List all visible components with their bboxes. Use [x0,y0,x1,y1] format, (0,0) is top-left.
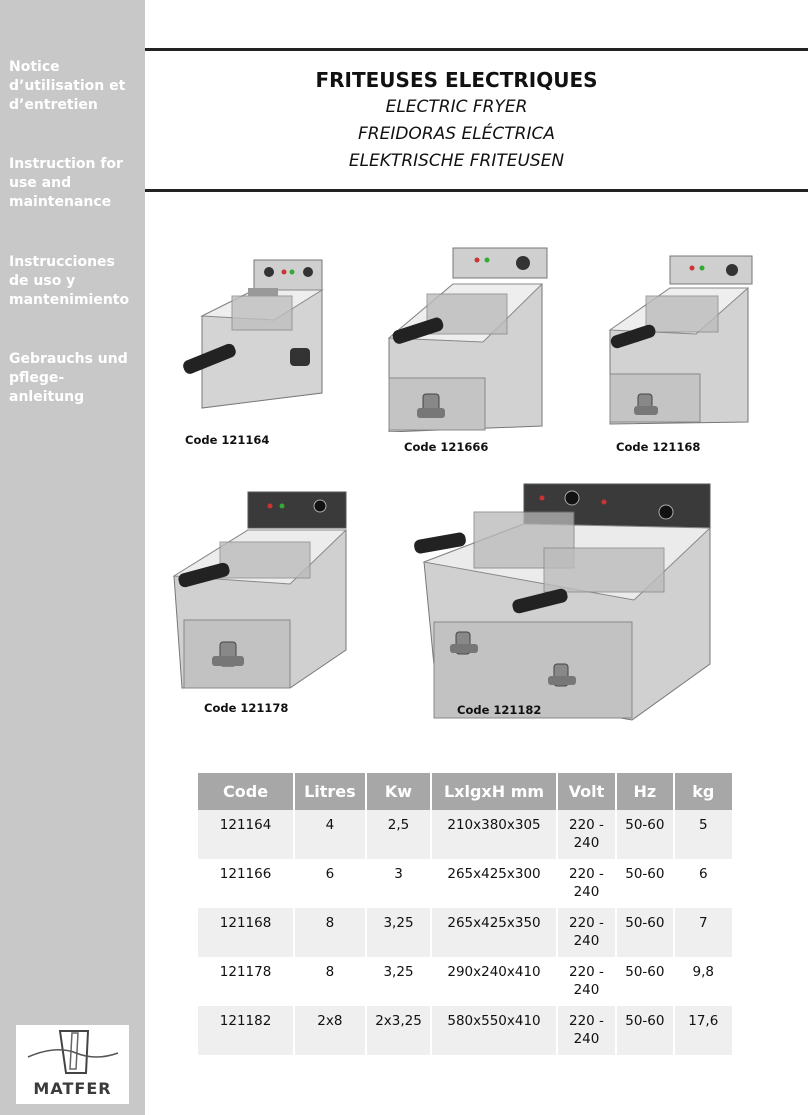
cell-kw: 2,5 [367,810,431,859]
cell-hz: 50-60 [617,810,672,859]
table-row [198,957,732,1006]
cell-litres: 2x8 [295,1006,365,1055]
header-kg: kg [675,773,732,810]
cell-code: 121164 [198,810,293,859]
product-image-121178 [170,490,350,690]
code-label-121178: Code 121178 [204,701,289,715]
cell-kg: 7 [675,908,732,957]
sidebar-item-spanish[interactable]: Instrucciones de uso y mantenimiento [9,254,130,308]
cell-hz: 50-60 [617,957,672,1006]
specs-table [196,773,734,1055]
cell-litres: 8 [295,908,365,957]
subtitle-german: ELEKTRISCHE FRITEUSEN [348,151,565,171]
cell-code: 121182 [198,1006,293,1055]
header-volt: Volt [558,773,616,810]
cell-hz: 50-60 [617,859,672,908]
cell-litres: 4 [295,810,365,859]
product-image-121168 [608,254,756,426]
header-kw: Kw [367,773,431,810]
product-image-121666 [387,246,552,432]
header-dimensions: LxlgxH mm [432,773,555,810]
cell-kg: 6 [675,859,732,908]
page-title: FRITEUSES ELECTRIQUES [315,68,598,92]
subtitle-spanish: FREIDORAS ELÉCTRICA [358,124,555,144]
cell-litres: 8 [295,957,365,1006]
sidebar-item-french[interactable]: Notice d’utilisation et d’entretien [9,59,126,113]
header-code: Code [198,773,293,810]
code-label-121164: Code 121164 [185,433,270,447]
cell-kg: 5 [675,810,732,859]
table-row [198,859,732,908]
table-row [198,1006,732,1055]
cell-dimensions: 290x240x410 [432,957,555,1006]
cell-volt: 220 - 240 [558,957,616,1006]
cell-kg: 17,6 [675,1006,732,1055]
table-row [198,810,732,859]
bottom-rule [145,189,808,192]
code-label-121168: Code 121168 [616,440,701,454]
matfer-logo [16,1025,129,1104]
title-block [145,66,768,175]
cell-volt: 220 - 240 [558,908,616,957]
sidebar-item-german[interactable]: Gebrauchs und pflege-anleitung [9,351,128,405]
cell-dimensions: 580x550x410 [432,1006,555,1055]
cell-volt: 220 - 240 [558,859,616,908]
cell-volt: 220 - 240 [558,1006,616,1055]
subtitle-english: ELECTRIC FRYER [385,97,528,117]
cell-code: 121178 [198,957,293,1006]
cell-dimensions: 265x425x350 [432,908,555,957]
cell-code: 121168 [198,908,293,957]
cell-kw: 3 [367,859,431,908]
product-image-121164 [182,258,327,410]
header-hz: Hz [617,773,672,810]
cell-hz: 50-60 [617,908,672,957]
code-label-121666: Code 121666 [404,440,489,454]
logo-text: MATFER [33,1079,112,1098]
code-label-121182: Code 121182 [457,703,542,717]
cell-litres: 6 [295,859,365,908]
product-image-121182 [412,482,714,722]
cell-code: 121166 [198,859,293,908]
header-litres: Litres [295,773,365,810]
cell-kw: 3,25 [367,908,431,957]
cell-kw: 3,25 [367,957,431,1006]
top-rule [145,48,808,51]
cell-volt: 220 - 240 [558,810,616,859]
sidebar-item-english[interactable]: Instruction for use and maintenance [9,156,123,210]
table-row [198,908,732,957]
cell-kg: 9,8 [675,957,732,1006]
cell-kw: 2x3,25 [367,1006,431,1055]
logo-mark-icon [16,1025,129,1085]
cell-dimensions: 210x380x305 [432,810,555,859]
cell-hz: 50-60 [617,1006,672,1055]
sidebar [0,0,145,1115]
table-header-row [198,773,732,810]
cell-dimensions: 265x425x300 [432,859,555,908]
